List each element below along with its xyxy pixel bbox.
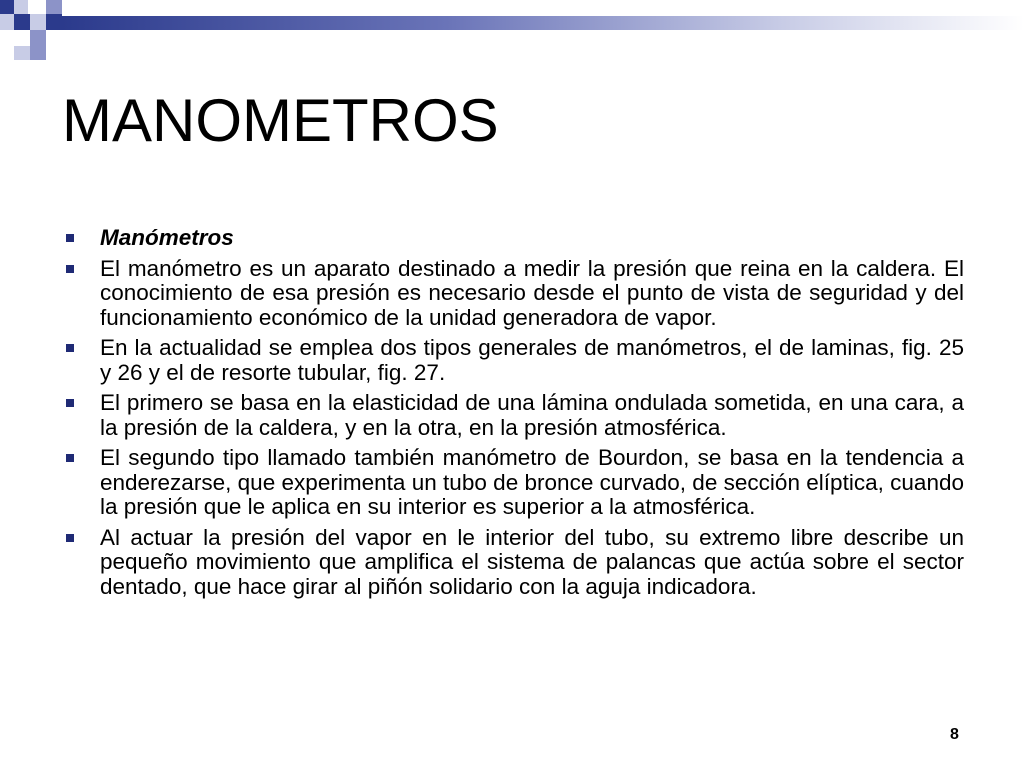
square-bullet-icon [66, 399, 74, 407]
header-gradient-bar [62, 16, 1024, 30]
bullet-text: Manómetros [100, 225, 234, 250]
bullet-text: En la actualidad se emplea dos tipos generales de manómetros, el de laminas, fig. 25 y 26 y el de resorte tubular, fig. 27. [100, 335, 964, 385]
bullet-list [62, 226, 964, 605]
bullet-item [62, 446, 964, 520]
bullet-item [62, 257, 964, 331]
decorative-square [14, 14, 30, 30]
bullet-item [62, 226, 964, 251]
decorative-square [46, 14, 62, 30]
decorative-square [0, 14, 14, 30]
bullet-item [62, 526, 964, 600]
bullet-text: El segundo tipo llamado también manómetro de Bourdon, se basa en la tendencia a enderezarse, que experimenta un tubo de bronce curvado, de sección elíptica, cuando la presión que le aplica en su interior es superior a la atmosférica. [100, 445, 964, 519]
slide-title: MANOMETROS [62, 87, 499, 154]
decorative-square [14, 0, 28, 14]
decorative-square [30, 30, 46, 46]
square-bullet-icon [66, 534, 74, 542]
square-bullet-icon [66, 234, 74, 242]
square-bullet-icon [66, 344, 74, 352]
decorative-square [30, 46, 46, 60]
square-bullet-icon [66, 265, 74, 273]
decorative-square [46, 0, 62, 14]
square-bullet-icon [66, 454, 74, 462]
bullet-item [62, 336, 964, 385]
decorative-square [0, 0, 14, 14]
bullet-item [62, 391, 964, 440]
bullet-text: El primero se basa en la elasticidad de una lámina ondulada sometida, en una cara, a la presión de la caldera, y en la otra, en la presión atmosférica. [100, 390, 964, 440]
bullet-text: Al actuar la presión del vapor en le interior del tubo, su extremo libre describe un pequeño movimiento que amplifica el sistema de palancas que actúa sobre el sector dentado, que hace girar al piñón solidario con la aguja indicadora. [100, 524, 964, 599]
page-number: 8 [950, 726, 959, 743]
bullet-text: El manómetro es un aparato destinado a medir la presión que reina en la caldera. El conocimiento de esa presión es necesario desde el punto de vista de seguridad y del funcionamiento económico de la unidad generadora de vapor. [100, 255, 964, 330]
decorative-square [14, 46, 30, 60]
decorative-square [30, 14, 46, 30]
